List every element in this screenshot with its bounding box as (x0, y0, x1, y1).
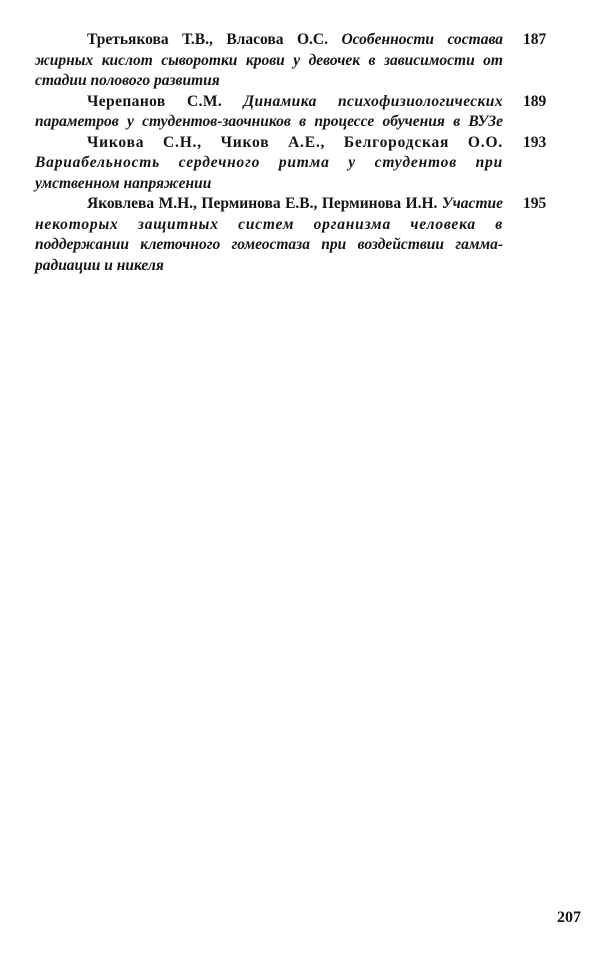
entry-line (35, 256, 503, 277)
entry-title: параметров у студентов-заочников в процессе обучения в ВУЗе (35, 113, 503, 130)
entry-line (35, 112, 503, 133)
entry-title: некоторых защитных систем организма человека в (35, 215, 503, 233)
entry-line (35, 235, 503, 256)
entry-title: Участие (441, 195, 503, 212)
toc-entry (35, 133, 547, 195)
entry-line (35, 51, 503, 72)
toc-entry (35, 30, 547, 92)
entry-title: поддержании клеточного гомеостаза при воздействии гамма- (35, 236, 503, 253)
entry-title: Динамика психофизиологических (243, 92, 503, 110)
entry-line (35, 133, 503, 154)
entry-page-number: 195 (523, 195, 547, 212)
entry-title: жирных кислот сыворотки крови у девочек в зависимости от (35, 51, 503, 69)
entry-authors: Третьякова Т.В., Власова О.С. (87, 31, 328, 48)
entry-page-number: 189 (523, 92, 547, 110)
entry-authors: Черепанов С.М. (87, 92, 223, 110)
entry-authors: Яковлева М.Н., Перминова Е.В., Перминова И.Н. (87, 195, 438, 212)
page-number: 207 (557, 909, 581, 926)
entry-line (35, 215, 503, 236)
entry-title: Вариабельность сердечного ритма у студентов при (35, 154, 503, 171)
entry-page-number: 187 (523, 31, 547, 48)
entry-page-number: 193 (523, 133, 547, 151)
entry-line (35, 153, 503, 174)
entry-title: Особенности состава (341, 31, 504, 48)
table-of-contents (35, 30, 547, 276)
entry-line (35, 194, 503, 215)
entry-authors: Чикова С.Н., Чиков А.Е., Белгородская О.О. (87, 133, 503, 151)
toc-entry (35, 194, 547, 276)
entry-title: умственном напряжении (35, 174, 212, 192)
entry-title: радиации и никеля (35, 256, 164, 274)
entry-line (35, 30, 503, 51)
entry-title: стадии полового развития (35, 72, 220, 89)
entry-line (35, 71, 503, 92)
toc-entry (35, 92, 547, 133)
entry-line (35, 92, 503, 113)
entry-line (35, 174, 503, 195)
